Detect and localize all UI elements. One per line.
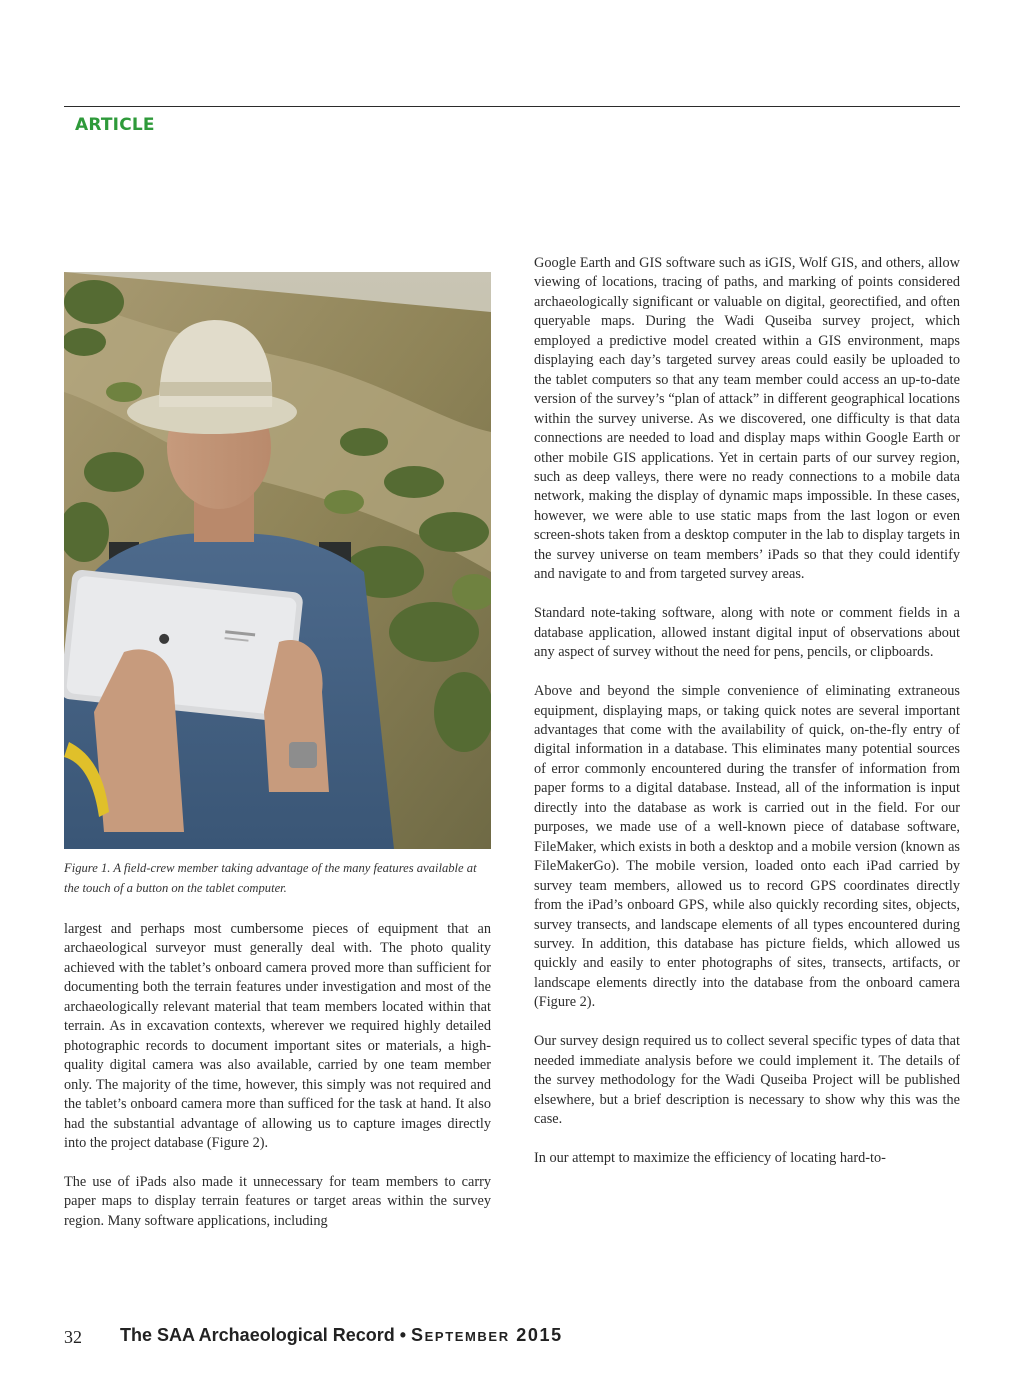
header-rule bbox=[64, 106, 960, 107]
figure-caption: Figure 1. A field-crew member taking advantage of the many features available at the touch of a button on the tablet computer. bbox=[64, 861, 477, 895]
right-paragraph-3: Above and beyond the simple convenience of eliminating extraneous equipment, displaying maps, or taking quick notes are several important advantages that come with the availability of quick, on-the-fly entry of digital information in a database. This eliminates many potential sources of error commonly encountered during the transfer of information from paper forms to a digital database. Instead, all of the information is input directly into the database as work is carried out in the field. For our purposes, we made use of a well-known piece of database software, FileMaker, which exists in both a desktop and a mobile version (known as FileMakerGo). The mobile version, loaded onto each iPad carried by survey team members, allowed us to record GPS coordinates directly from the iPad’s onboard GPS, while also quickly recording sites, objects, survey transects, and landscape elements of all types encountered during survey. In addition, this database has picture fields, which allowed us quickly and easily to enter photographs of sites, transects, artifacts, or landscape elements directly into the database from the onboard camera (Figure 2). bbox=[534, 683, 960, 1011]
right-paragraph-5: In our attempt to maximize the efficiency of locating hard-to- bbox=[534, 1150, 886, 1167]
left-text-column bbox=[64, 920, 491, 1251]
section-label: ARTICLE bbox=[75, 115, 155, 135]
issue-date: September 2015 bbox=[411, 1325, 563, 1345]
right-paragraph-1: Google Earth and GIS software such as iGIS, Wolf GIS, and others, allow viewing of locations, tracing of paths, and marking of points considered archaeologically significant or valuable on digital, georectified, and often queryable maps. During the Wadi Quseiba survey project, which employed a predictive model created within a GIS environment, maps displaying each day’s targeted survey areas could easily be uploaded to the tablet computers so that any team member could access an up-to-date version of the survey’s “plan of attack” in different geographical locations within the survey universe. As we discovered, one difficulty is that data connections are needed to load and display maps within Google Earth or other mobile GIS applications. Yet in certain parts of our survey region, such as deep valleys, there were no ready connections to a mobile data network, making the display of dynamic maps impossible. In these cases, however, we were able to use static maps from the last logon or even screen-shots taken from a desktop computer in the lab to display targets in the survey universe on team members’ iPads so that they could identify and navigate to and from targeted survey areas. bbox=[534, 255, 960, 583]
left-paragraph-2: The use of iPads also made it unnecessary for team members to carry paper maps to display terrain features or target areas within the survey region. Many software applications, including bbox=[64, 1173, 491, 1229]
right-paragraph-2: Standard note-taking software, along with note or comment fields in a database application, allowed instant digital input of observations about any aspect of survey without the need for pens, pencils, or clipboards. bbox=[534, 605, 960, 661]
journal-footer bbox=[120, 1325, 563, 1346]
journal-title: The SAA Archaeological Record • bbox=[120, 1325, 407, 1345]
page-number: 32 bbox=[64, 1327, 82, 1347]
right-text-column bbox=[534, 254, 960, 1188]
left-paragraph-1: largest and perhaps most cumbersome pieces of equipment that an archaeological surveyor must generally deal with. The photo quality achieved with the tablet’s onboard camera proved more than sufficient for documenting both the terrain features under investigation and most of the archaeologically relevant material that team members located within that terrain. As in excavation contexts, wherever we required highly detailed photographic records to document important sites or materials, a high-quality digital camera was also available, carried by one team member only. The majority of the time, however, this simply was not required and the tablet’s onboard camera more than sufficed for the task at hand. It also had the substantial advantage of allowing us to capture images directly into the project database (Figure 2). bbox=[64, 921, 491, 1151]
figure-photo bbox=[64, 272, 491, 849]
right-paragraph-4: Our survey design required us to collect several specific types of data that needed immediate analysis before we could implement it. The details of the survey methodology for the Wadi Quseiba Project will be published elsewhere, but a brief description is necessary to show why this was the case. bbox=[534, 1033, 960, 1128]
